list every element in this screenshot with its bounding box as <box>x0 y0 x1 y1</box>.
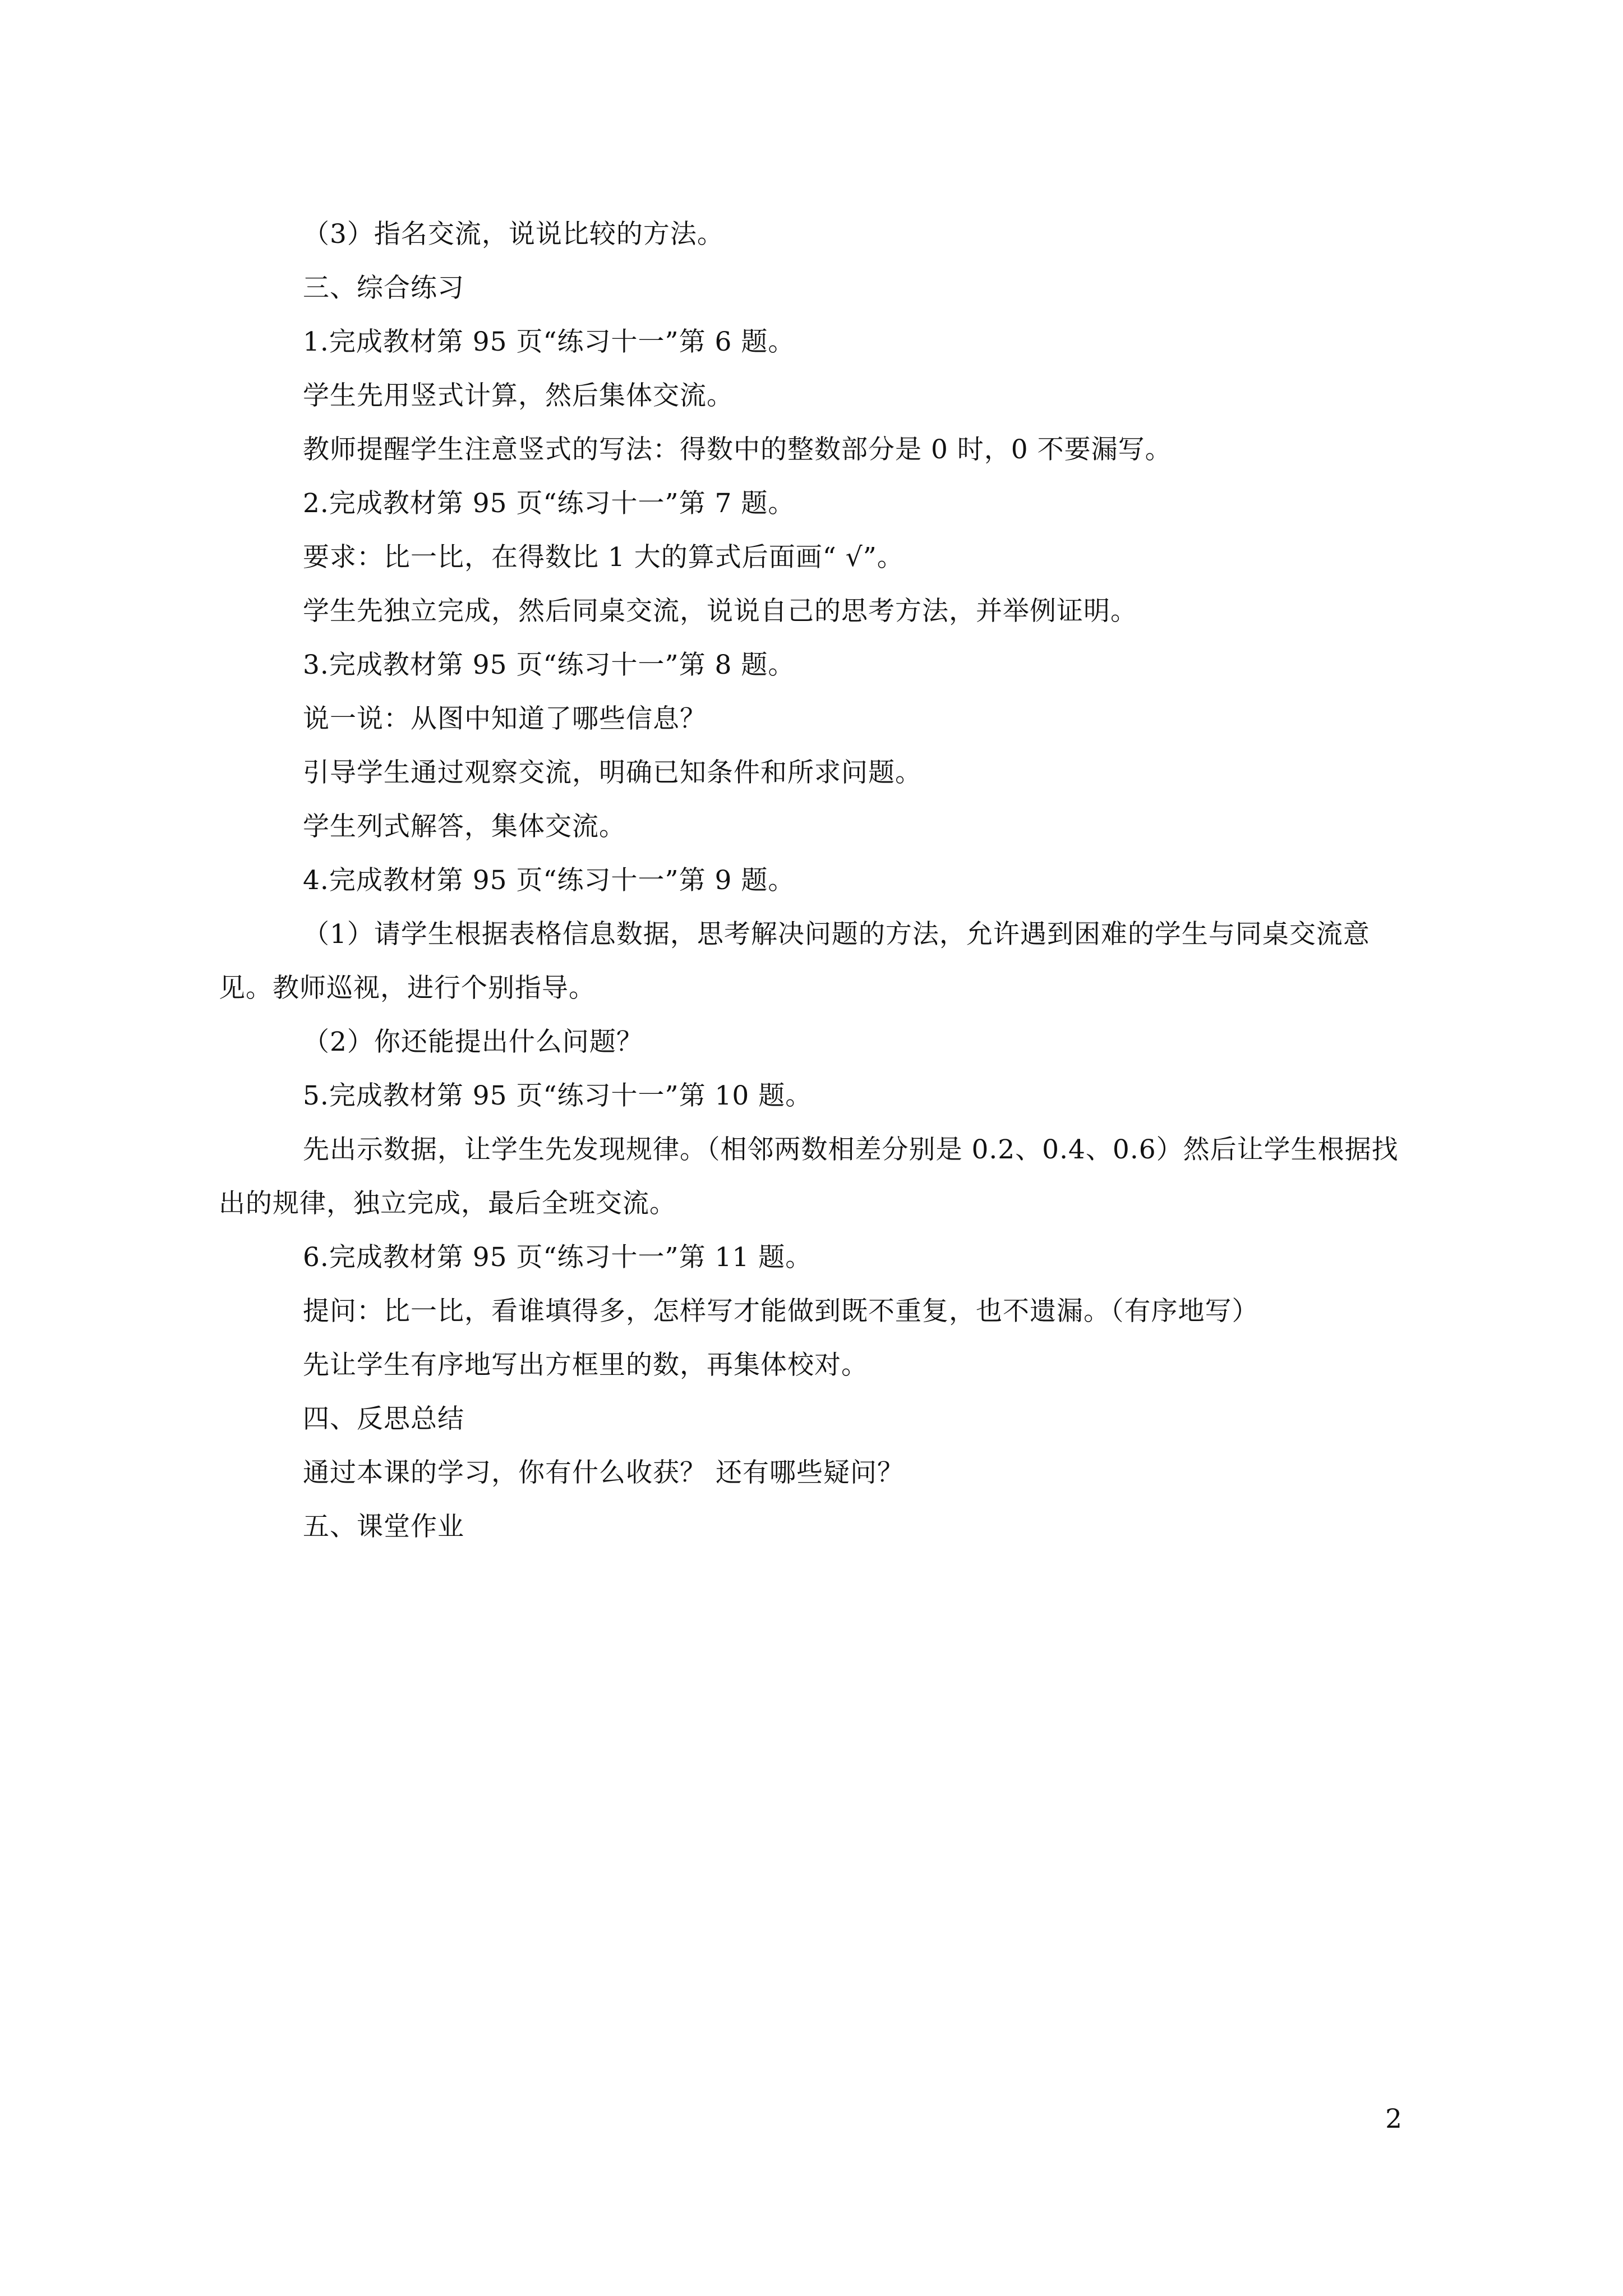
paragraph-requirement: 要求：比一比，在得数比 1 大的算式后面画“ √”。 <box>303 542 904 573</box>
paragraph-independent-work: 学生先独立完成，然后同桌交流，说说自己的思考方法，并举例证明。 <box>303 596 1137 627</box>
paragraph-exercise-10: 5.完成教材第 95 页“练习十一”第 10 题。 <box>303 1080 813 1111</box>
paragraph-table-data: （1）请学生根据表格信息数据，思考解决问题的方法，允许遇到困难的学生与同桌交流意见。教师巡视，进行个别指导。 <box>219 919 1370 1004</box>
paragraph-exercise-11: 6.完成教材第 95 页“练习十一”第 11 题。 <box>303 1242 813 1273</box>
heading-comprehensive-practice: 三、综合练习 <box>303 273 464 303</box>
paragraph-find-pattern: 先出示数据，让学生先发现规律。（相邻两数相差分别是 0.2、0.4、0.6）然后让学生根据找出的规律，独立完成，最后全班交流。 <box>219 1134 1399 1219</box>
paragraph-guide-observation: 引导学生通过观察交流，明确已知条件和所求问题。 <box>303 757 922 788</box>
paragraph-exercise-8: 3.完成教材第 95 页“练习十一”第 8 题。 <box>303 650 795 680</box>
paragraph-compare-method: （3）指名交流，说说比较的方法。 <box>303 219 724 250</box>
paragraph-solve-exchange: 学生列式解答，集体交流。 <box>303 811 626 842</box>
paragraph-teacher-reminder: 教师提醒学生注意竖式的写法：得数中的整数部分是 0 时，0 不要漏写。 <box>303 434 1172 465</box>
page-number: 2 <box>1385 2104 1402 2134</box>
paragraph-exercise-6: 1.完成教材第 95 页“练习十一”第 6 题。 <box>303 326 795 357</box>
paragraph-vertical-calculation: 学生先用竖式计算，然后集体交流。 <box>303 380 734 411</box>
heading-reflection-summary: 四、反思总结 <box>303 1404 464 1434</box>
paragraph-ask-question: （2）你还能提出什么问题？ <box>303 1027 643 1057</box>
paragraph-exercise-7: 2.完成教材第 95 页“练习十一”第 7 题。 <box>303 488 795 519</box>
paragraph-say-info: 说一说：从图中知道了哪些信息？ <box>303 703 707 734</box>
paragraph-question-orderly: 提问：比一比，看谁填得多，怎样写才能做到既不重复，也不遗漏。（有序地写） <box>303 1296 1259 1327</box>
document-body <box>219 208 1408 1554</box>
paragraph-reflection-question: 通过本课的学习，你有什么收获？ 还有哪些疑问？ <box>303 1457 904 1488</box>
heading-classroom-homework: 五、课堂作业 <box>303 1511 464 1542</box>
paragraph-exercise-9: 4.完成教材第 95 页“练习十一”第 9 题。 <box>303 865 795 896</box>
paragraph-write-numbers: 先让学生有序地写出方框里的数，再集体校对。 <box>303 1350 868 1381</box>
